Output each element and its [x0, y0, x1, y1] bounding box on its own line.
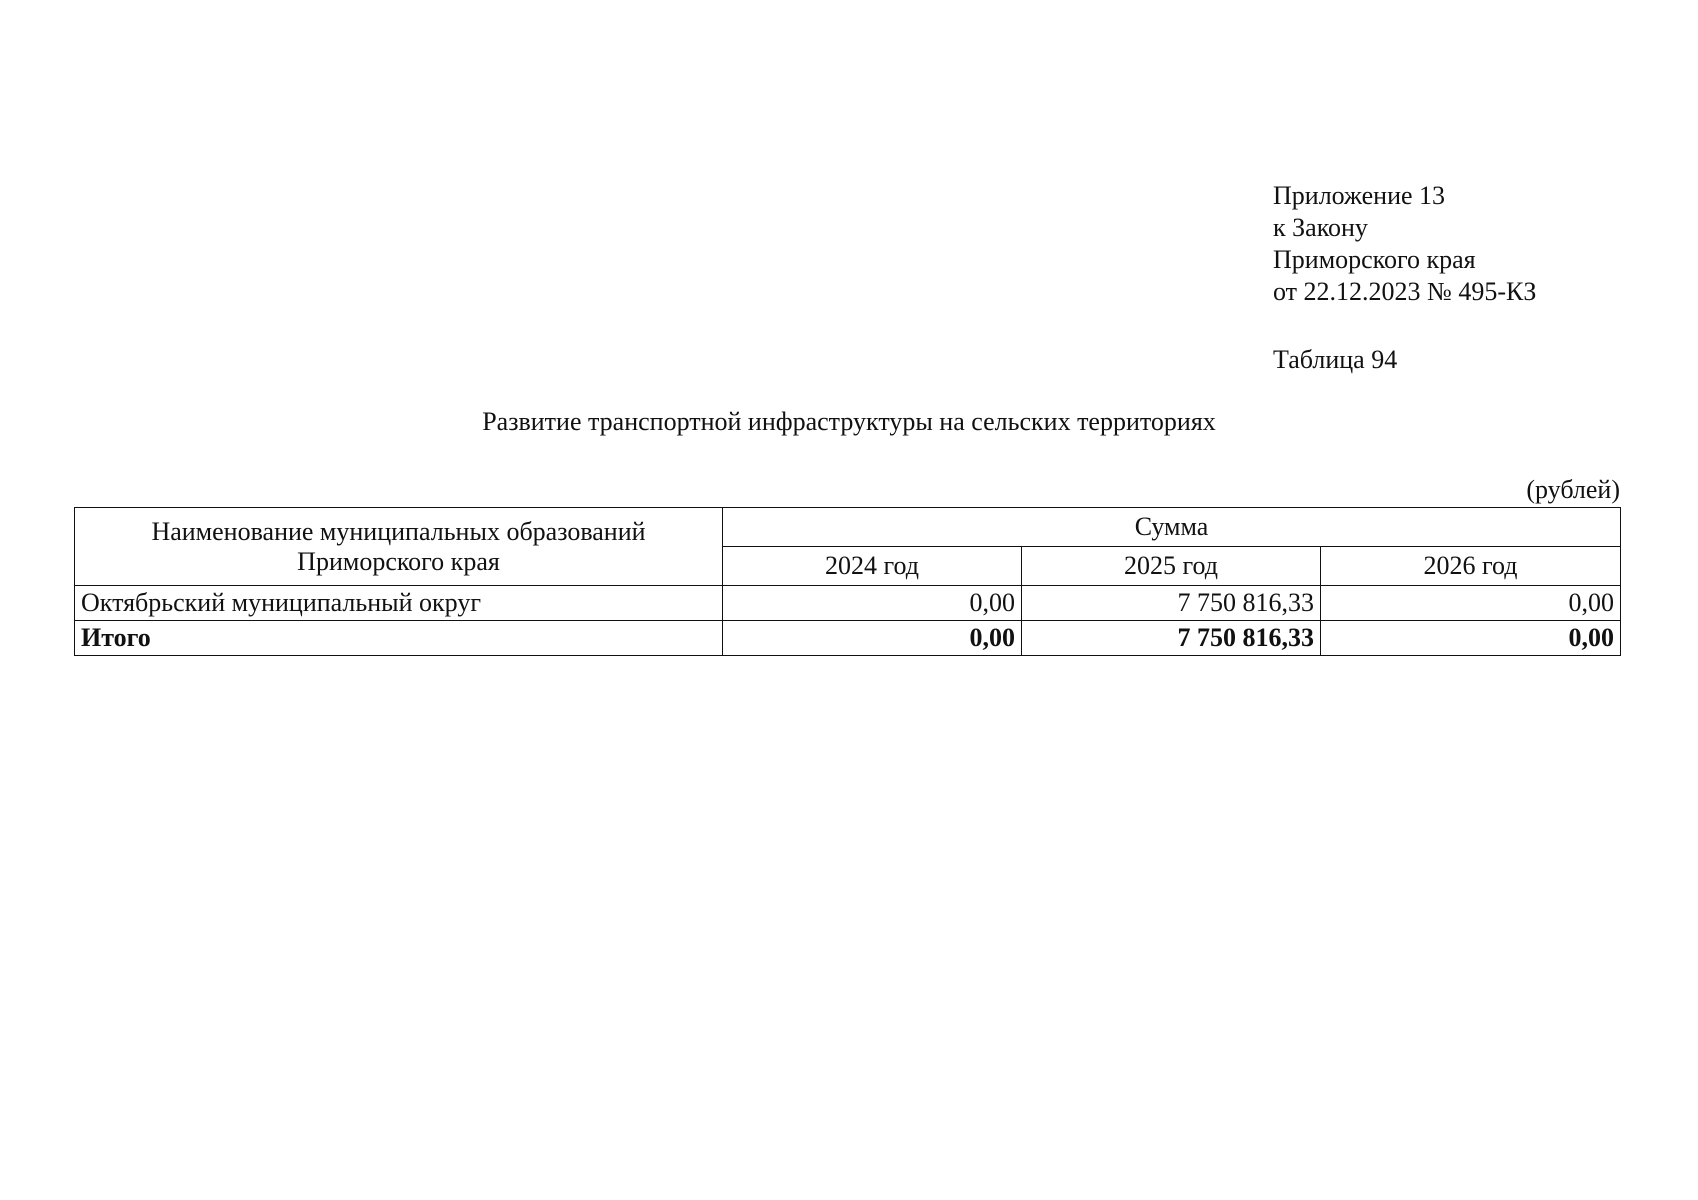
- appendix-reference: [1273, 180, 1536, 308]
- header-sum: Сумма: [723, 508, 1621, 547]
- table-row: [75, 586, 1621, 621]
- row-value-2024: 0,00: [723, 586, 1022, 621]
- total-value-2024: 0,00: [723, 621, 1022, 656]
- total-label: Итого: [75, 621, 723, 656]
- total-value-2025: 7 750 816,33: [1022, 621, 1321, 656]
- header-year-2026: 2026 год: [1321, 547, 1621, 586]
- row-value-2026: 0,00: [1321, 586, 1621, 621]
- header-year-2024: 2024 год: [723, 547, 1022, 586]
- header-year-2025: 2025 год: [1022, 547, 1321, 586]
- appendix-line: Приложение 13: [1273, 181, 1446, 210]
- table-number: Таблица 94: [1273, 345, 1398, 374]
- appendix-line: к Закону: [1273, 213, 1368, 242]
- units-label: (рублей): [1526, 475, 1620, 504]
- row-municipality-name: Октябрьский муниципальный округ: [75, 586, 723, 621]
- row-value-2025: 7 750 816,33: [1022, 586, 1321, 621]
- document-title: Развитие транспортной инфраструктуры на сельских территориях: [482, 407, 1216, 436]
- header-municipality-line2: Приморского края: [297, 546, 500, 576]
- appendix-line: от 22.12.2023 № 495-КЗ: [1273, 277, 1537, 306]
- appendix-line: Приморского края: [1273, 245, 1476, 274]
- total-value-2026: 0,00: [1321, 621, 1621, 656]
- total-row: [75, 621, 1621, 656]
- budget-table: [74, 507, 1621, 656]
- header-municipality-line1: Наименование муниципальных образований: [151, 516, 646, 546]
- header-municipality: [75, 508, 723, 586]
